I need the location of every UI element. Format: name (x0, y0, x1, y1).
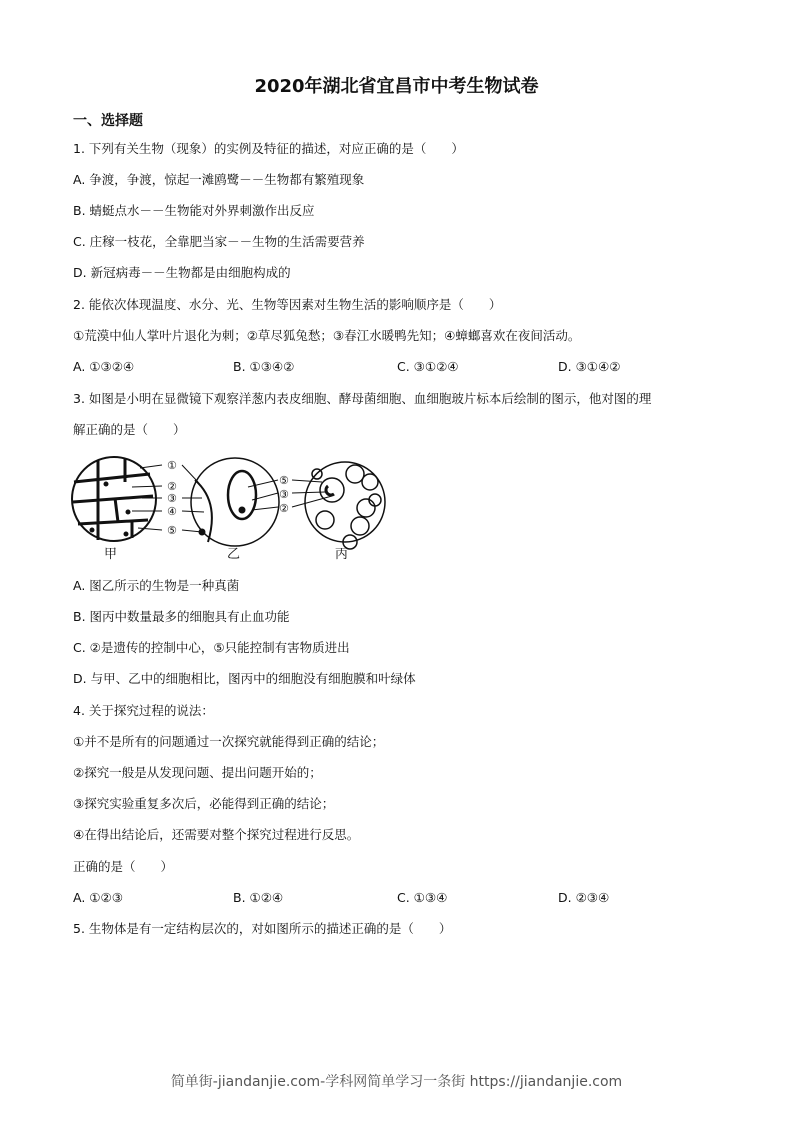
q4-statement-3: ③探究实验重复多次后，必能得到正确的结论； (73, 796, 335, 811)
caption-bing: 丙 (335, 547, 349, 562)
blood-cell-figure (305, 462, 385, 549)
q2-option-a: A. ①③②④ (73, 359, 135, 374)
cell-diagram (70, 452, 390, 564)
q2-statements: ①荒漠中仙人掌叶片退化为刺；②草尽狐兔愁；③春江水暖鸭先知；④蟑螂喜欢在夜间活动。 (73, 328, 581, 343)
q4-option-c: C. ①③④ (397, 890, 448, 905)
q3-option-d: D. 与甲、乙中的细胞相比，图丙中的细胞没有细胞膜和叶绿体 (73, 671, 416, 686)
q1-option-a: A. 争渡，争渡，惊起一滩鸥鹭－－生物都有繁殖现象 (73, 172, 365, 187)
label-2b: ② (279, 502, 289, 515)
q2-option-b: B. ①③④② (233, 359, 295, 374)
footer-watermark: 简单街-jiandanjie.com-学科网简单学习一条街 https://jiandanjie.com (170, 1074, 623, 1090)
q3-option-b: B. 图丙中数量最多的细胞具有止血功能 (73, 609, 290, 624)
q2-option-c: C. ③①②④ (397, 359, 459, 374)
q4-statement-4: ④在得出结论后，还需要对整个探究过程进行反思。 (73, 827, 360, 842)
label-4: ④ (167, 505, 177, 518)
q3-option-c: C. ②是遗传的控制中心，⑤只能控制有害物质进出 (73, 640, 350, 655)
q4-statement-2: ②探究一般是从发现问题、提出问题开始的； (73, 765, 322, 780)
yeast-cell-figure (191, 458, 279, 546)
q5-stem: 5. 生物体是有一定结构层次的，对如图所示的描述正确的是（ ） (73, 921, 452, 936)
page-title: 2020年湖北省宜昌市中考生物试卷 (254, 76, 539, 97)
q3-option-a: A. 图乙所示的生物是一种真菌 (73, 578, 240, 593)
q2-option-d: D. ③①④② (558, 359, 621, 374)
label-1: ① (167, 459, 177, 472)
q3-stem-cont: 解正确的是（ ） (73, 422, 186, 437)
q4-option-b: B. ①②④ (233, 890, 284, 905)
q3-stem: 3. 如图是小明在显微镜下观察洋葱内表皮细胞、酵母菌细胞、血细胞玻片标本后绘制的图示，他对图的理 (73, 391, 652, 406)
q4-stem: 4. 关于探究过程的说法： (73, 703, 214, 718)
label-3: ③ (167, 492, 177, 505)
q1-option-d: D. 新冠病毒－－生物都是由细胞构成的 (73, 265, 291, 280)
label-5: ⑤ (167, 524, 177, 537)
q4-statement-1: ①并不是所有的问题通过一次探究就能得到正确的结论； (73, 734, 385, 749)
label-2: ② (167, 480, 177, 493)
section-heading: 一、选择题 (73, 113, 143, 129)
label-5b: ⑤ (279, 474, 289, 487)
q2-stem: 2. 能依次体现温度、水分、光、生物等因素对生物生活的影响顺序是（ ） (73, 297, 502, 312)
q4-option-d: D. ②③④ (558, 890, 610, 905)
caption-jia: 甲 (104, 547, 118, 562)
label-3b: ③ (279, 488, 289, 501)
caption-yi: 乙 (227, 547, 241, 562)
q4-prompt: 正确的是（ ） (73, 859, 174, 874)
q1-option-c: C. 庄稼一枝花，全靠肥当家－－生物的生活需要营养 (73, 234, 365, 249)
q1-stem: 1. 下列有关生物（现象）的实例及特征的描述，对应正确的是（ ） (73, 141, 464, 156)
q1-option-b: B. 蜻蜓点水－－生物能对外界刺激作出反应 (73, 203, 315, 218)
q4-option-a: A. ①②③ (73, 890, 123, 905)
